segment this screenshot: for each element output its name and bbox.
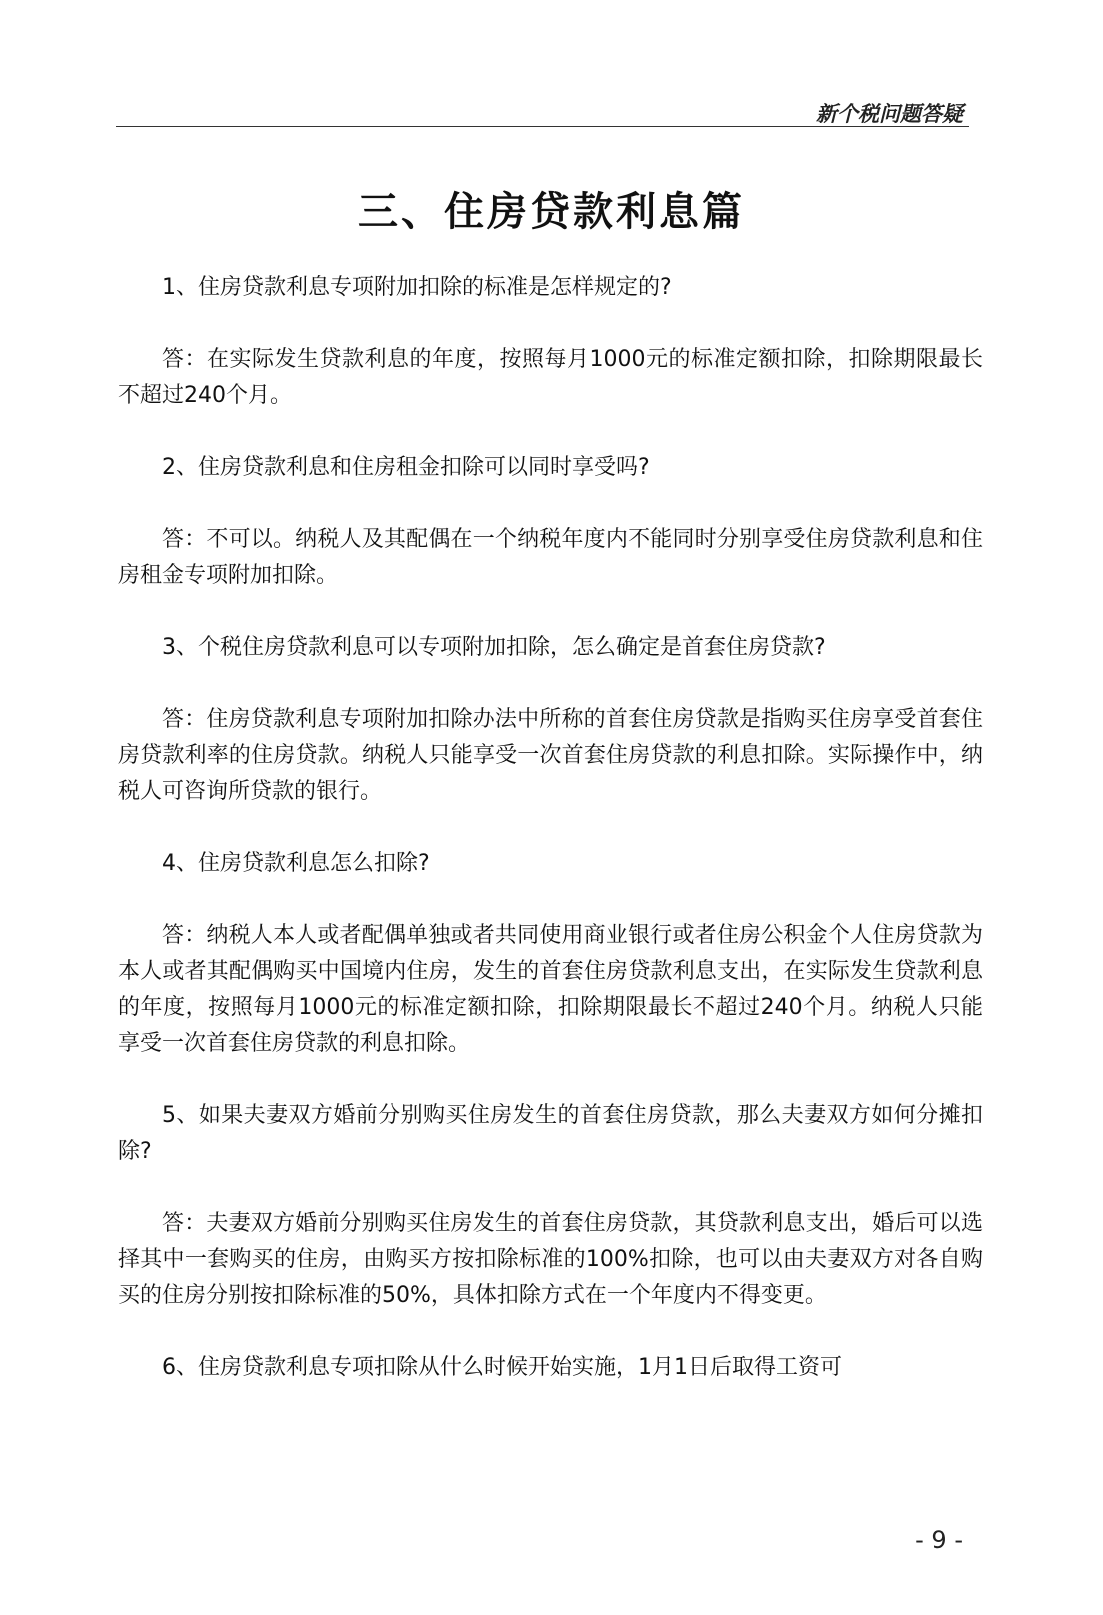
answer-1: 答：在实际发生贷款利息的年度，按照每月1000元的标准定额扣除，扣除期限最长不超过240个月。 xyxy=(118,347,983,408)
body-content xyxy=(118,270,983,1422)
question-5: 5、如果夫妻双方婚前分别购买住房发生的首套住房贷款，那么夫妻双方如何分摊扣除? xyxy=(118,1103,983,1164)
header-rule xyxy=(116,126,969,127)
question-2: 2、住房贷款利息和住房租金扣除可以同时享受吗? xyxy=(162,455,650,480)
page-number: - 9 - xyxy=(915,1526,963,1554)
question-3: 3、个税住房贷款利息可以专项附加扣除，怎么确定是首套住房贷款? xyxy=(162,635,826,660)
answer-2: 答：不可以。纳税人及其配偶在一个纳税年度内不能同时分别享受住房贷款利息和住房租金专项附加扣除。 xyxy=(118,527,983,588)
answer-5: 答：夫妻双方婚前分别购买住房发生的首套住房贷款，其贷款利息支出，婚后可以选择其中一套购买的住房，由购买方按扣除标准的100%扣除，也可以由夫妻双方对各自购买的住房分别按扣除标准的50%，具体扣除方式在一个年度内不得变更。 xyxy=(118,1211,983,1308)
question-6: 6、住房贷款利息专项扣除从什么时候开始实施，1月1日后取得工资可 xyxy=(162,1355,842,1380)
running-header-title: 新个税问题答疑 xyxy=(816,102,963,126)
question-1: 1、住房贷款利息专项附加扣除的标准是怎样规定的? xyxy=(162,275,672,300)
answer-4: 答：纳税人本人或者配偶单独或者共同使用商业银行或者住房公积金个人住房贷款为本人或者其配偶购买中国境内住房，发生的首套住房贷款利息支出，在实际发生贷款利息的年度，按照每月1000元的标准定额扣除，扣除期限最长不超过240个月。纳税人只能享受一次首套住房贷款的利息扣除。 xyxy=(118,923,983,1056)
answer-3: 答：住房贷款利息专项附加扣除办法中所称的首套住房贷款是指购买住房享受首套住房贷款利率的住房贷款。纳税人只能享受一次首套住房贷款的利息扣除。实际操作中，纳税人可咨询所贷款的银行。 xyxy=(118,707,983,804)
chapter-title: 三、住房贷款利息篇 xyxy=(358,189,745,235)
question-4: 4、住房贷款利息怎么扣除? xyxy=(162,851,430,876)
